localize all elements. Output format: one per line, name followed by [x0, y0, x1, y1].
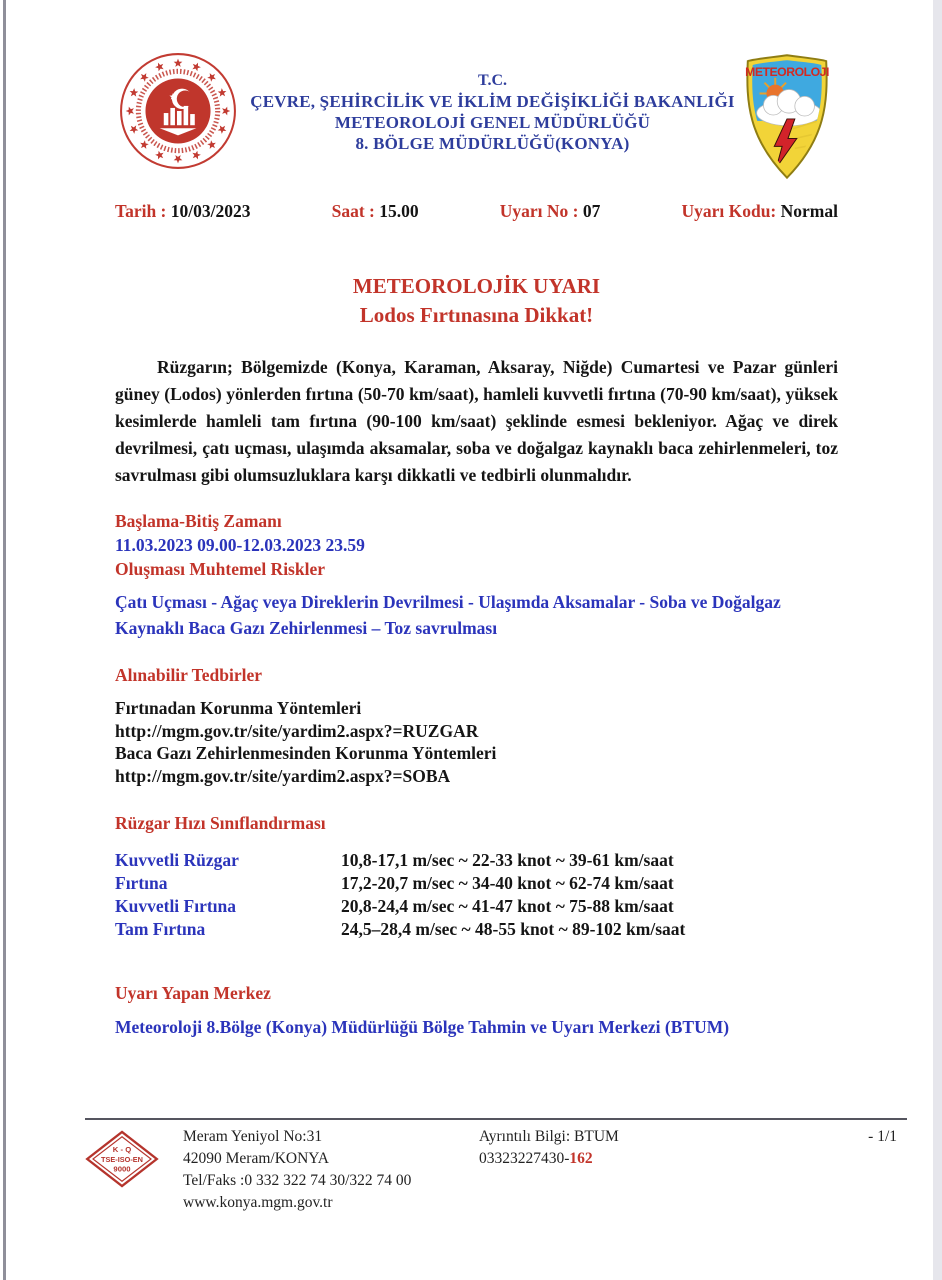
footer-phone-ext: 162: [569, 1150, 593, 1167]
tse-line-2: TSE-ISO-EN: [101, 1154, 143, 1164]
photo-edge-right: [933, 0, 942, 1280]
footer-phone-number: 03323227430-: [479, 1150, 570, 1167]
tse-iso-logo-icon: [85, 1126, 163, 1214]
shield-label: METEOROLOJI: [745, 64, 829, 79]
address-line: Tel/Faks :0 332 322 74 30/322 74 00: [183, 1172, 412, 1189]
riskler-value: Çatı Uçması - Ağaç veya Direklerin Devrilmesi - Ulaşımda Aksamalar - Soba ve Doğalgaz Kaynaklı Baca Gazı Zehirlenmesi – Toz savrulması: [115, 592, 781, 638]
tarih-field: [115, 201, 251, 222]
wind-heading: Rüzgar Hızı Sınıflandırması: [115, 813, 326, 833]
wind-class-label: Kuvvetli Rüzgar: [115, 850, 239, 870]
ministry-seal-icon: [115, 50, 247, 177]
uyari-no-value: 07: [582, 201, 601, 221]
footer-divider: [85, 1118, 907, 1120]
page-indicator: - 1/1: [868, 1128, 897, 1145]
header-org: METEOROLOJİ GENEL MÜDÜRLÜĞÜ: [334, 113, 651, 132]
uyari-no-field: [500, 201, 601, 222]
header-region: 8. BÖLGE MÜDÜRLÜĞÜ(KONYA): [355, 134, 630, 153]
wind-row: [115, 872, 838, 895]
baslama-heading: Başlama-Bitiş Zamanı: [115, 511, 282, 531]
measure-line: Baca Gazı Zehirlenmesinden Korunma Yöntemleri: [115, 743, 497, 763]
uyari-no-label: Uyarı No :: [499, 201, 583, 221]
wind-class-value: 20,8-24,4 m/sec ~ 41-47 knot ~ 75-88 km/saat: [341, 896, 674, 916]
footer-website: www.konya.mgm.gov.tr: [183, 1194, 333, 1211]
wind-class-label: Tam Fırtına: [115, 919, 206, 939]
footer-info-label: Ayrıntılı Bilgi: BTUM: [479, 1128, 619, 1145]
address-line: Meram Yeniyol No:31: [183, 1128, 323, 1145]
info-row: [115, 201, 838, 222]
tedbirler-list: [115, 697, 838, 787]
document-footer: [85, 1118, 907, 1214]
header-tc: T.C.: [477, 72, 508, 89]
wind-class-value: 24,5–28,4 m/sec ~ 48-55 knot ~ 89-102 km/saat: [341, 919, 686, 939]
uyari-kodu-label: Uyarı Kodu:: [681, 201, 781, 221]
wind-class-value: 17,2-20,7 m/sec ~ 34-40 knot ~ 62-74 km/saat: [341, 873, 674, 893]
issuer-heading: Uyarı Yapan Merkez: [115, 983, 271, 1003]
saat-label: Saat :: [331, 201, 380, 221]
tse-line-1: K - Q: [112, 1145, 132, 1155]
uyari-kodu-field: [681, 201, 838, 222]
wind-row: [115, 895, 838, 918]
document-content: [115, 0, 838, 1039]
wind-row: [115, 918, 838, 941]
header-ministry: ÇEVRE, ŞEHİRCİLİK VE İKLİM DEĞİŞİKLİĞİ BAKANLIĞI: [250, 92, 735, 111]
warning-title-block: [115, 272, 838, 330]
wind-class-value: 10,8-17,1 m/sec ~ 22-33 knot ~ 39-61 km/saat: [341, 850, 674, 870]
wind-class-label: Kuvvetli Fırtına: [115, 896, 237, 916]
saat-field: [332, 201, 419, 222]
footer-phone: [479, 1148, 723, 1170]
wind-row: [115, 849, 838, 872]
header-title-block: [247, 50, 738, 154]
footer-address: [183, 1126, 479, 1214]
warning-subtitle: Lodos Fırtınasına Dikkat!: [359, 303, 594, 327]
issuer-value: Meteoroloji 8.Bölge (Konya) Müdürlüğü Bölge Tahmin ve Uyarı Merkezi (BTUM): [115, 1017, 730, 1037]
measure-url-soba: http://mgm.gov.tr/site/yardim2.aspx?=SOBA: [115, 765, 451, 786]
wind-table: [115, 849, 838, 941]
baslama-value: 11.03.2023 09.00-12.03.2023 23.59: [115, 535, 365, 555]
tarih-value: 10/03/2023: [170, 201, 251, 221]
measure-line: Fırtınadan Korunma Yöntemleri: [115, 698, 362, 718]
tse-line-3: 9000: [113, 1164, 131, 1174]
address-line: 42090 Meram/KONYA: [183, 1150, 329, 1167]
tarih-label: Tarih :: [115, 201, 171, 221]
saat-value: 15.00: [379, 201, 419, 221]
warning-body: Rüzgarın; Bölgemizde (Konya, Karaman, Aksaray, Niğde) Cumartesi ve Pazar günleri güney (Lodos) yönlerden fırtına (50-70 km/saat), hamleli kuvvetli fırtına (70-90 km/saat), yüksek kesimlerde hamleli tam fırtına (90-100 km/saat) şeklinde esmesi bekleniyor. Ağaç ve direk devrilmesi, çatı uçması, ulaşımda aksamalar, soba ve doğalgaz kaynaklı baca zehirlenmeleri, toz savrulması gibi olumsuzluklara karşı dikkatli ve tedbirli olunmalıdır.: [115, 357, 838, 485]
tedbirler-heading: Alınabilir Tedbirler: [115, 665, 262, 685]
warning-title: METEOROLOJİK UYARI: [352, 274, 601, 298]
measure-url-ruzgar: http://mgm.gov.tr/site/yardim2.aspx?=RUZGAR: [115, 720, 479, 741]
uyari-kodu-value: Normal: [780, 201, 838, 221]
photo-edge-left: [3, 0, 6, 1280]
document-header: [115, 50, 838, 185]
footer-contact: [479, 1126, 723, 1214]
riskler-heading: Oluşması Muhtemel Riskler: [115, 559, 325, 579]
meteoroloji-shield-icon: [738, 52, 838, 185]
wind-class-label: Fırtına: [115, 873, 168, 893]
